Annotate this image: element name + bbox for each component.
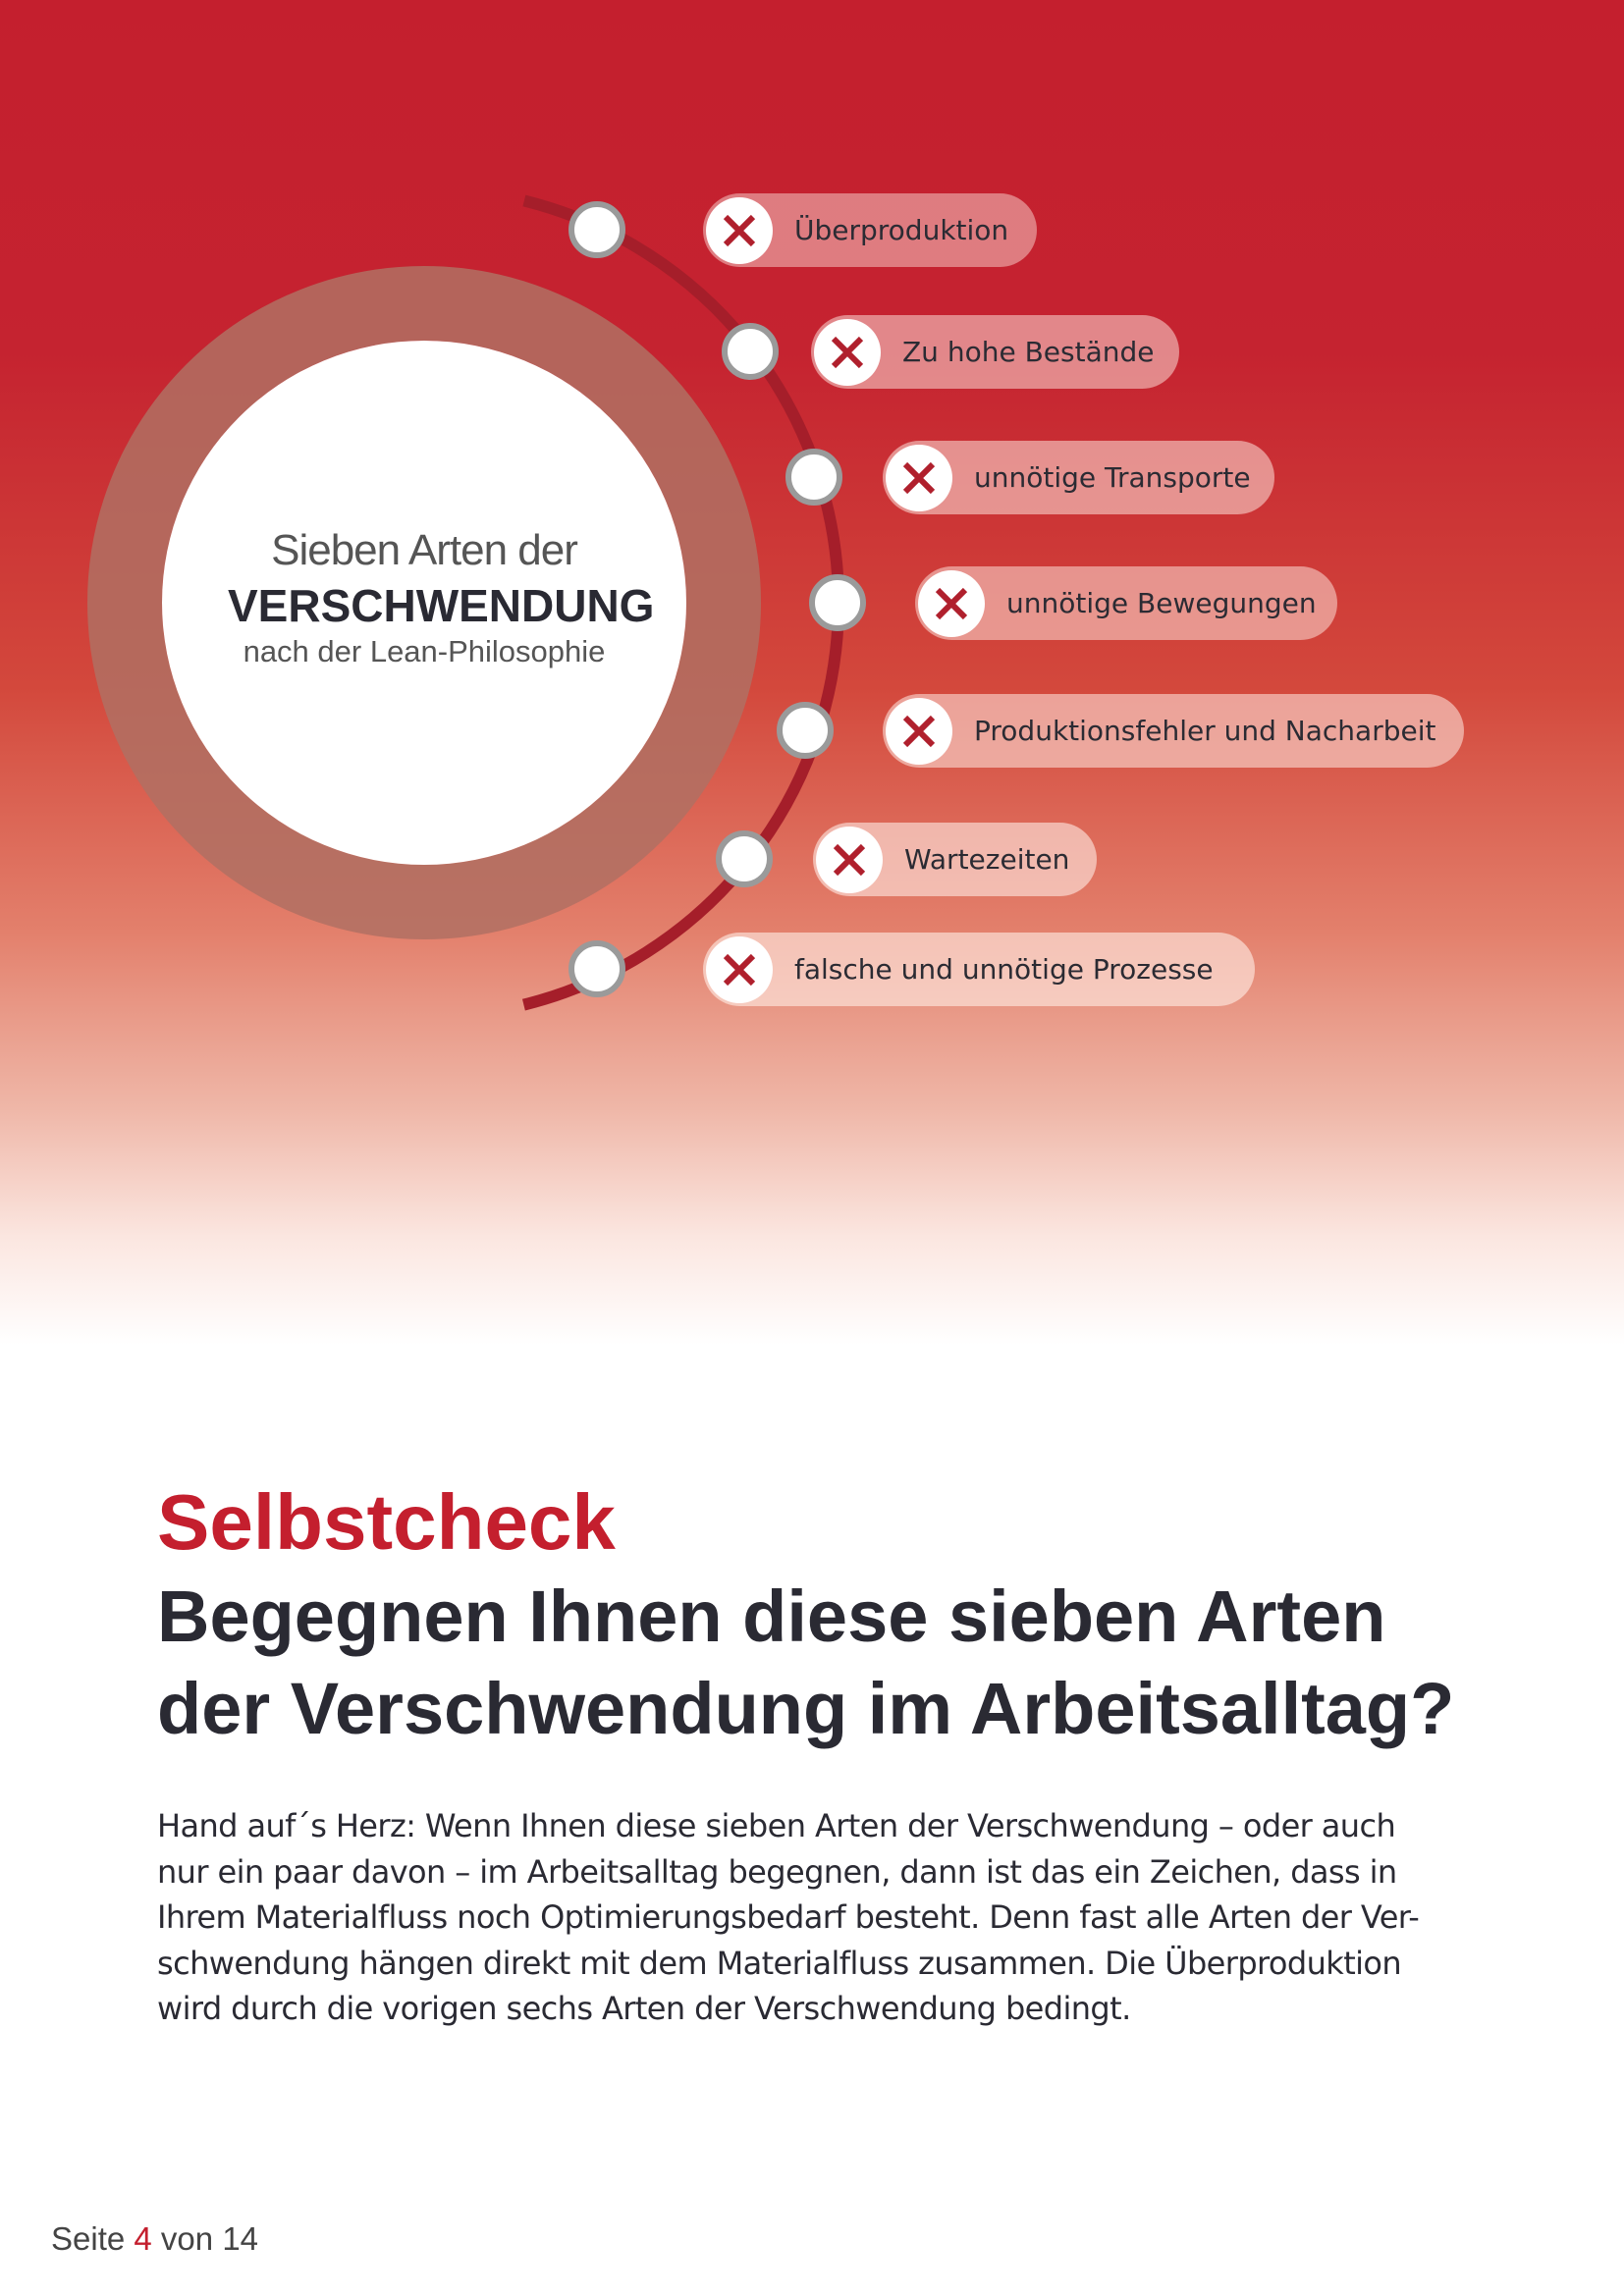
waste-item — [915, 566, 1337, 640]
waste-item-label: Zu hohe Bestände — [902, 336, 1155, 368]
waste-item — [813, 823, 1097, 896]
waste-item-label: Produktionsfehler und Nacharbeit — [974, 715, 1436, 747]
waste-item — [883, 441, 1274, 514]
waste-item-label: unnötige Bewegungen — [1006, 587, 1317, 619]
timeline-node — [719, 833, 770, 884]
waste-item-label: unnötige Transporte — [974, 461, 1251, 494]
x-mark-icon — [886, 698, 952, 765]
page-title — [157, 1571, 1454, 1755]
x-mark-icon — [706, 936, 773, 1003]
x-mark-icon — [814, 319, 881, 386]
timeline-node — [571, 943, 623, 994]
x-mark-icon — [706, 197, 773, 264]
x-mark-icon — [918, 570, 985, 637]
timeline-node — [780, 705, 831, 756]
body-line: wird durch die vorigen sechs Arten der Verschwendung bedingt. — [157, 1990, 1131, 2027]
timeline-node — [788, 452, 839, 503]
total-pages: 14 — [222, 2220, 259, 2257]
body-line: Hand auf´s Herz: Wenn Ihnen diese sieben Arten der Verschwendung – oder auch — [157, 1807, 1396, 1844]
x-mark-icon — [886, 445, 952, 511]
diagram-title-main: VERSCHWENDUNG — [228, 580, 655, 631]
page-middle: von — [160, 2220, 214, 2257]
waste-item-label: Überproduktion — [794, 214, 1009, 246]
waste-item — [811, 315, 1179, 389]
title-line: der Verschwendung im Arbeitsalltag? — [157, 1668, 1455, 1749]
diagram-subtitle: nach der Lean-Philosophie — [243, 634, 606, 668]
current-page: 4 — [134, 2220, 152, 2257]
kicker-heading: Selbstcheck — [157, 1478, 616, 1566]
body-line: Ihrem Materialfluss noch Optimierungsbedarf besteht. Denn fast alle Arten der Ver- — [157, 1898, 1420, 1936]
waste-item-label: falsche und unnötige Prozesse — [794, 953, 1214, 986]
title-line: Begegnen Ihnen diese sieben Arten — [157, 1575, 1386, 1657]
page-number — [51, 2220, 258, 2258]
timeline-node — [812, 577, 863, 628]
diagram-title-line1: Sieben Arten der — [271, 526, 577, 574]
waste-item — [703, 933, 1255, 1006]
timeline-node — [725, 326, 776, 377]
waste-item-label: Wartezeiten — [904, 843, 1070, 876]
page-prefix: Seite — [51, 2220, 126, 2257]
waste-item — [883, 694, 1464, 768]
waste-item — [703, 193, 1037, 267]
x-mark-icon — [816, 827, 883, 893]
timeline-node — [571, 204, 623, 255]
body-line: nur ein paar davon – im Arbeitsalltag begegnen, dann ist das ein Zeichen, dass in — [157, 1852, 1397, 1891]
body-line: schwendung hängen direkt mit dem Materialfluss zusammen. Die Überproduktion — [157, 1944, 1402, 1982]
body-paragraph — [157, 1803, 1419, 2032]
